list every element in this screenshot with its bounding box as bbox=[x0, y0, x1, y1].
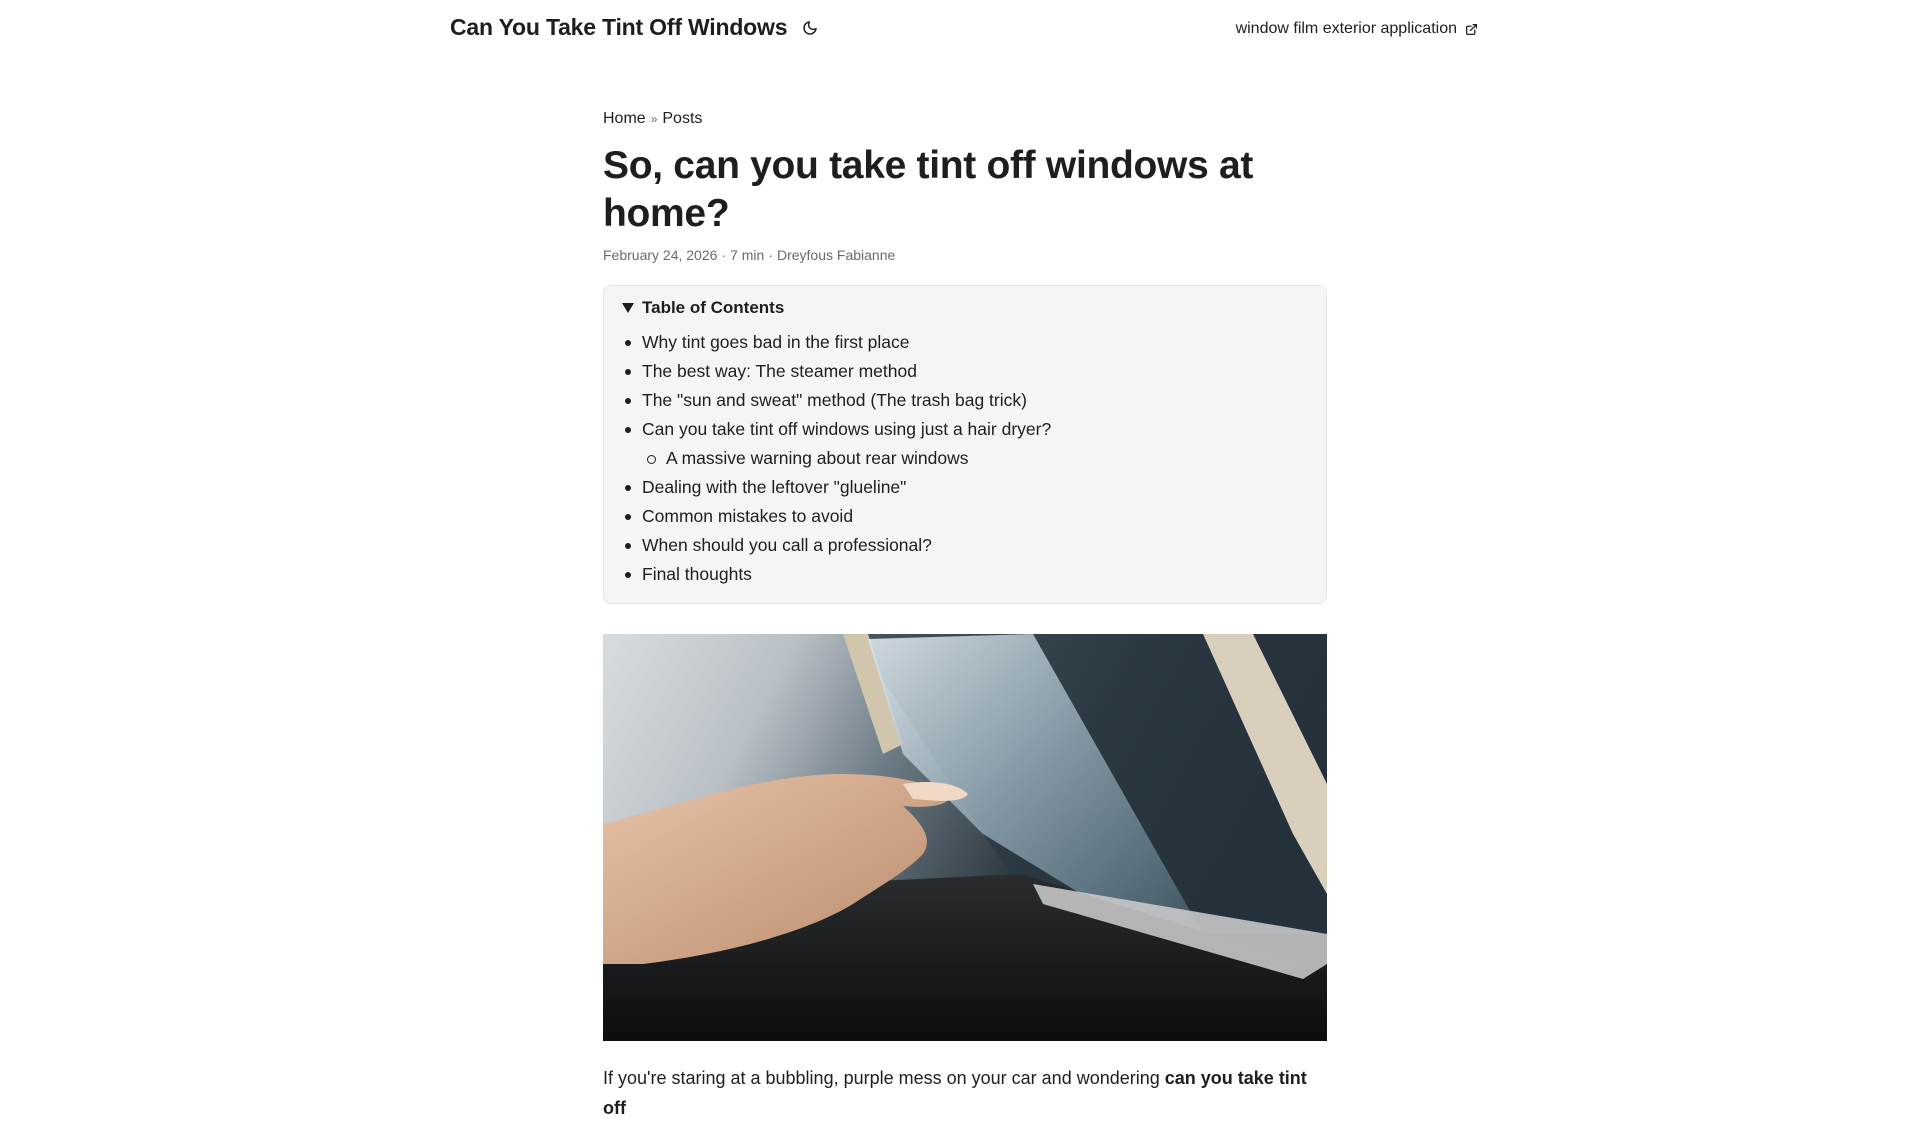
toc-item[interactable] bbox=[622, 560, 1308, 589]
site-logo[interactable]: Can You Take Tint Off Windows bbox=[450, 14, 788, 40]
triangle-down-icon bbox=[622, 303, 634, 313]
toc-subitem[interactable] bbox=[622, 444, 1308, 473]
toc-list bbox=[622, 328, 1308, 589]
logo-wrap bbox=[450, 14, 821, 41]
toc-summary-label: Table of Contents bbox=[642, 298, 785, 317]
toc-item-link[interactable]: The best way: The steamer method bbox=[642, 361, 917, 381]
external-nav-link-label: window film exterior application bbox=[1235, 20, 1457, 37]
site-header bbox=[0, 0, 1920, 60]
moon-icon[interactable] bbox=[799, 17, 821, 39]
toc-item[interactable] bbox=[622, 386, 1308, 415]
external-nav-link[interactable] bbox=[1236, 20, 1478, 38]
breadcrumb-posts[interactable]: Posts bbox=[662, 110, 703, 127]
toc-item-link[interactable]: Final thoughts bbox=[642, 564, 752, 584]
toc-item-link[interactable]: When should you call a professional? bbox=[642, 535, 932, 555]
meta-separator: · bbox=[768, 247, 773, 263]
lead-text: If you're staring at a bubbling, purple mess on your car and wondering bbox=[603, 1068, 1165, 1088]
table-of-contents bbox=[603, 285, 1327, 604]
toc-item[interactable] bbox=[622, 357, 1308, 386]
lead-bold: can you take tint off bbox=[603, 1068, 1307, 1118]
cover-image bbox=[603, 634, 1327, 1041]
post-date: February 24, 2026 bbox=[603, 247, 718, 263]
post-meta bbox=[603, 247, 1327, 263]
toc-item-link[interactable]: Why tint goes bad in the first place bbox=[642, 332, 910, 352]
toc-item[interactable] bbox=[622, 328, 1308, 357]
page-title: So, can you take tint off windows at home? bbox=[603, 144, 1254, 235]
toc-item-link[interactable]: Common mistakes to avoid bbox=[642, 506, 854, 526]
toc-item[interactable] bbox=[622, 415, 1308, 444]
cover-illustration bbox=[603, 634, 1327, 1041]
toc-item-link[interactable]: A massive warning about rear windows bbox=[666, 448, 969, 468]
external-link-icon bbox=[1465, 23, 1478, 36]
toc-item-link[interactable]: Dealing with the leftover "glueline" bbox=[642, 477, 907, 497]
post-author: Dreyfous Fabianne bbox=[776, 247, 896, 263]
toc-item[interactable] bbox=[622, 473, 1308, 502]
toc-item-link[interactable]: The "sun and sweat" method (The trash bag trick) bbox=[642, 390, 1027, 410]
meta-separator: · bbox=[721, 247, 727, 263]
breadcrumb bbox=[603, 110, 1327, 128]
toc-toggle[interactable] bbox=[622, 296, 1308, 320]
lead-paragraph bbox=[603, 1063, 1327, 1123]
breadcrumb-home[interactable]: Home bbox=[603, 110, 646, 127]
post-read-time: 7 min bbox=[730, 247, 765, 263]
breadcrumb-separator: » bbox=[650, 112, 658, 126]
toc-item[interactable] bbox=[622, 502, 1308, 531]
main-content bbox=[603, 110, 1327, 1123]
toc-item[interactable] bbox=[622, 531, 1308, 560]
toc-item-link[interactable]: Can you take tint off windows using just a hair dryer? bbox=[642, 419, 1052, 439]
